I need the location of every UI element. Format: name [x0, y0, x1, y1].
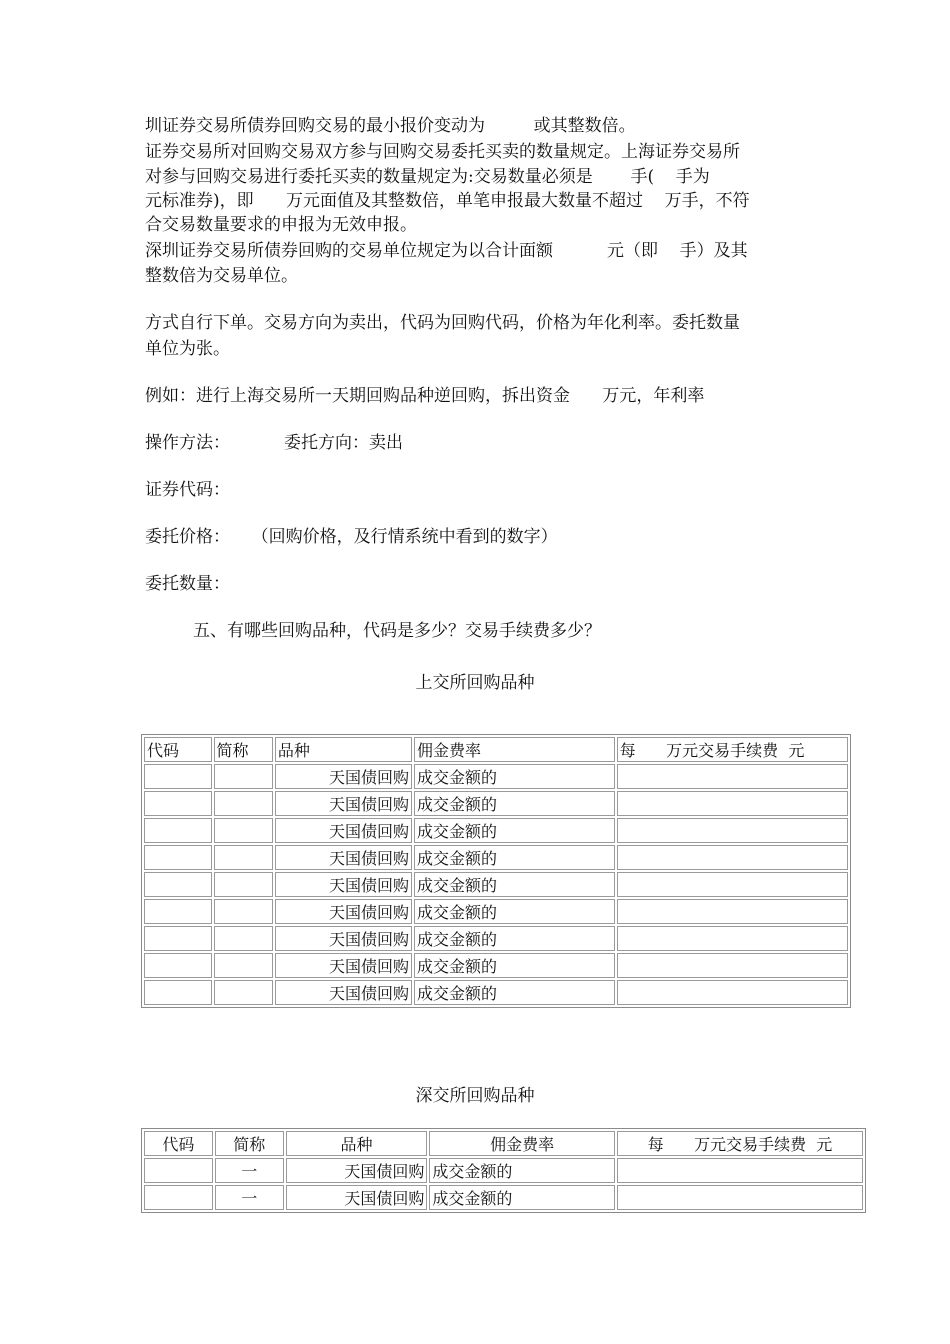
table-row: [144, 1158, 863, 1183]
paragraph-line: 操作方法： 委托方向：卖出: [145, 433, 404, 453]
table-row: [144, 980, 848, 1005]
cell-commission: 成交金额的: [429, 1158, 615, 1183]
cell-product: 天国债回购: [275, 953, 412, 978]
cell-fee: [617, 1158, 863, 1183]
cell-code: [144, 1158, 213, 1183]
cell-abbr: 一: [215, 1185, 284, 1210]
cell-code: [144, 953, 212, 978]
cell-commission: 成交金额的: [414, 899, 615, 924]
cell-commission: 成交金额的: [414, 818, 615, 843]
cell-commission: 成交金额的: [414, 872, 615, 897]
cell-product: 天国债回购: [275, 791, 412, 816]
cell-abbr: [214, 764, 273, 789]
sh-table-title: 上交所回购品种: [415, 673, 535, 693]
table-row: [144, 872, 848, 897]
paragraph-line: 证券代码：: [145, 480, 230, 500]
cell-commission: 成交金额的: [414, 926, 615, 951]
cell-code: [144, 791, 212, 816]
cell-code: [144, 818, 212, 843]
cell-code: [144, 845, 212, 870]
cell-code: [144, 764, 212, 789]
table-row: [144, 764, 848, 789]
cell-fee: [617, 899, 848, 924]
header-abbr: 简称: [215, 1131, 284, 1156]
cell-product: 天国债回购: [275, 980, 412, 1005]
cell-product: 天国债回购: [275, 899, 412, 924]
paragraph-line: 例如：进行上海交易所一天期回购品种逆回购，拆出资金 万元，年利率: [145, 386, 705, 406]
cell-commission: 成交金额的: [414, 764, 615, 789]
header-fee: 每 万元交易手续费 元: [617, 1131, 863, 1156]
header-product: 品种: [286, 1131, 428, 1156]
cell-product: 天国债回购: [275, 818, 412, 843]
cell-product: 天国债回购: [275, 872, 412, 897]
cell-product: 天国债回购: [286, 1185, 428, 1210]
paragraph-line: 整数倍为交易单位。: [145, 266, 298, 286]
header-code: 代码: [144, 1131, 213, 1156]
table-row: [144, 1185, 863, 1210]
paragraph-line: 委托数量：: [145, 574, 230, 594]
paragraph-line: 对参与回购交易进行委托买卖的数量规定为:交易数量必须是 手( 手为: [145, 167, 710, 187]
sz-repo-table: [141, 1128, 866, 1213]
cell-commission: 成交金额的: [414, 980, 615, 1005]
paragraph-line: 证券交易所对回购交易双方参与回购交易委托买卖的数量规定。上海证券交易所: [145, 142, 740, 162]
cell-abbr: [214, 845, 273, 870]
table-header-row: [144, 1131, 863, 1156]
table-row: [144, 899, 848, 924]
cell-fee: [617, 1185, 863, 1210]
table-row: [144, 845, 848, 870]
cell-code: [144, 899, 212, 924]
cell-fee: [617, 872, 848, 897]
paragraph-line: 单位为张。: [145, 339, 230, 359]
paragraph-line: 委托价格： （回购价格，及行情系统中看到的数字）: [145, 527, 558, 547]
cell-fee: [617, 818, 848, 843]
cell-commission: 成交金额的: [414, 791, 615, 816]
cell-code: [144, 980, 212, 1005]
header-commission: 佣金费率: [414, 737, 615, 762]
cell-fee: [617, 845, 848, 870]
sh-repo-table: [141, 734, 851, 1008]
table-row: [144, 953, 848, 978]
header-product: 品种: [275, 737, 412, 762]
sz-table-title: 深交所回购品种: [415, 1086, 535, 1106]
paragraph-line: 深圳证券交易所债券回购的交易单位规定为以合计面额 元（即 手）及其: [145, 241, 748, 261]
cell-abbr: [214, 980, 273, 1005]
cell-abbr: [214, 926, 273, 951]
cell-product: 天国债回购: [275, 764, 412, 789]
table-header-row: [144, 737, 848, 762]
cell-product: 天国债回购: [286, 1158, 428, 1183]
cell-abbr: [214, 899, 273, 924]
paragraph-line: 合交易数量要求的申报为无效申报。: [145, 215, 417, 235]
header-commission: 佣金费率: [429, 1131, 615, 1156]
table-row: [144, 791, 848, 816]
cell-fee: [617, 926, 848, 951]
header-abbr: 简称: [214, 737, 273, 762]
cell-abbr: [214, 872, 273, 897]
cell-commission: 成交金额的: [414, 845, 615, 870]
table-row: [144, 818, 848, 843]
paragraph-line: 圳证券交易所债券回购交易的最小报价变动为 或其整数倍。: [145, 116, 636, 136]
cell-commission: 成交金额的: [429, 1185, 615, 1210]
paragraph-line: 元标准券)，即 万元面值及其整数倍，单笔申报最大数量不超过 万手，不符: [145, 191, 750, 211]
cell-fee: [617, 764, 848, 789]
cell-fee: [617, 980, 848, 1005]
table-row: [144, 926, 848, 951]
cell-abbr: [214, 953, 273, 978]
section-question: 五、有哪些回购品种，代码是多少？交易手续费多少？: [193, 621, 601, 641]
cell-commission: 成交金额的: [414, 953, 615, 978]
cell-code: [144, 926, 212, 951]
header-code: 代码: [144, 737, 212, 762]
cell-fee: [617, 953, 848, 978]
paragraph-line: 方式自行下单。交易方向为卖出，代码为回购代码，价格为年化利率。委托数量: [145, 313, 740, 333]
cell-abbr: [214, 791, 273, 816]
cell-product: 天国债回购: [275, 926, 412, 951]
cell-abbr: [214, 818, 273, 843]
cell-product: 天国债回购: [275, 845, 412, 870]
cell-code: [144, 1185, 213, 1210]
header-fee: 每 万元交易手续费 元: [617, 737, 848, 762]
cell-abbr: 一: [215, 1158, 284, 1183]
cell-code: [144, 872, 212, 897]
cell-fee: [617, 791, 848, 816]
